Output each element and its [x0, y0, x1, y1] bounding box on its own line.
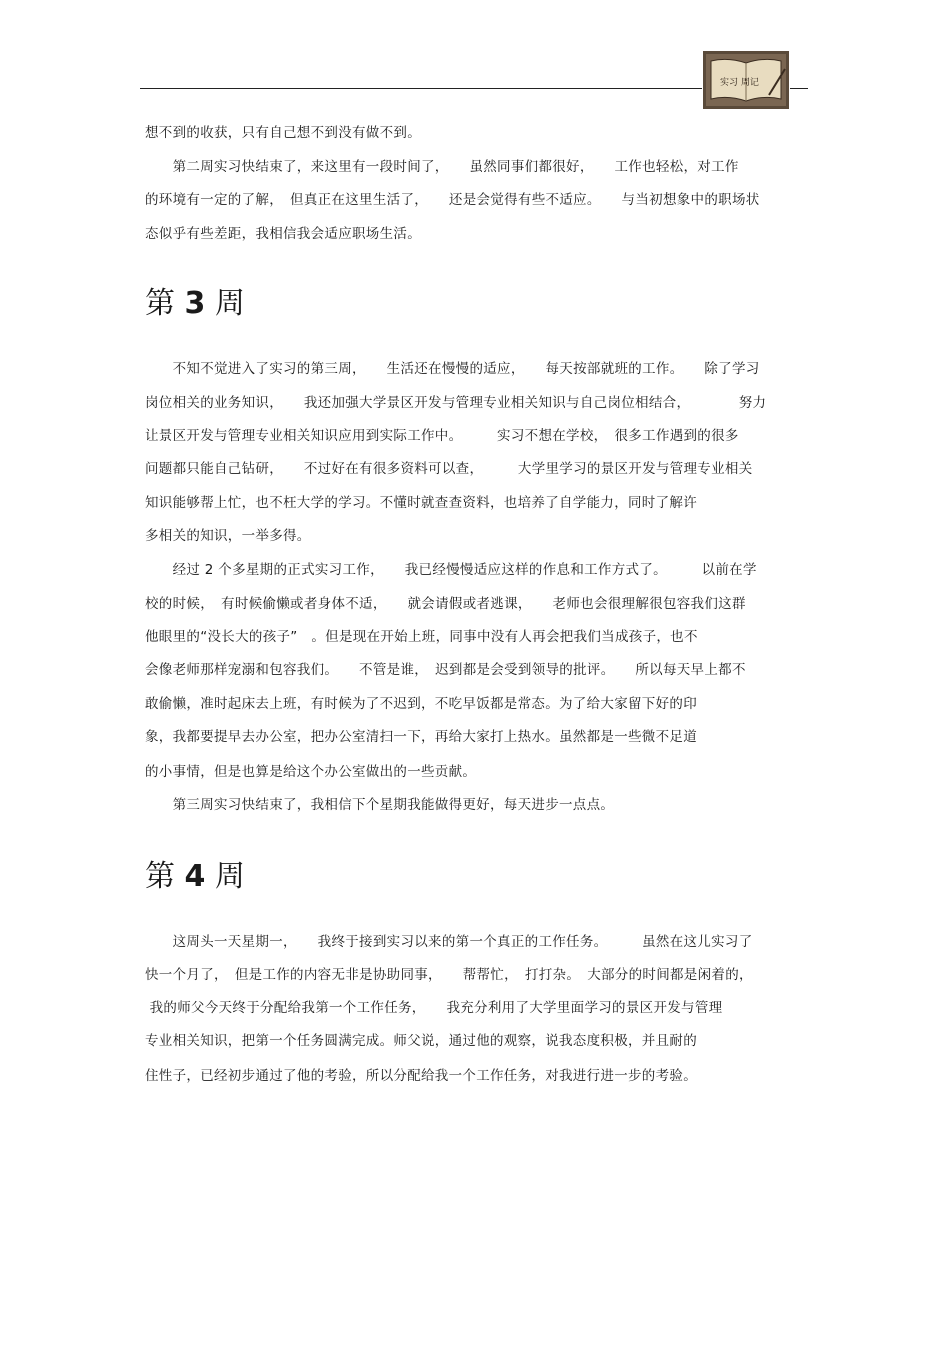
heading-suffix: 周 [205, 286, 245, 321]
header-rule [140, 88, 702, 89]
paragraph-line: 我的师父今天终于分配给我第一个工作任务， 我充分利用了大学里面学习的景区开发与管理 [145, 1000, 723, 1016]
paragraph-line: 第二周实习快结束了，来这里有一段时间了， 虽然同事们都很好， 工作也轻松，对工作 [145, 159, 739, 175]
book-logo-icon [703, 51, 789, 109]
paragraph-line: 态似乎有些差距，我相信我会适应职场生活。 [145, 226, 421, 242]
paragraph-line: 多相关的知识，一举多得。 [145, 528, 311, 544]
logo-text: 实习 周记 [720, 78, 759, 88]
paragraph-line: 的环境有一定的了解， 但真正在这里生活了， 还是会觉得有些不适应。 与当初想象中的职场状 [145, 192, 760, 208]
heading-number: 4 [184, 859, 206, 894]
week-heading [145, 284, 245, 324]
paragraph-line: 的小事情，但是也算是给这个办公室做出的一些贡献。 [145, 764, 477, 780]
paragraph-line: 想不到的收获，只有自己想不到没有做不到。 [145, 125, 421, 141]
paragraph-line: 象，我都要提早去办公室，把办公室清扫一下，再给大家打上热水。虽然都是一些微不足道 [145, 729, 697, 745]
heading-suffix: 周 [205, 859, 245, 894]
paragraph-line: 会像老师那样宠溺和包容我们。 不管是谁， 迟到都是会受到领导的批评。 所以每天早上都不 [145, 662, 746, 678]
heading-number: 3 [184, 286, 206, 321]
paragraph-line: 住性子，已经初步通过了他的考验，所以分配给我一个工作任务，对我进行进一步的考验。 [145, 1068, 697, 1084]
paragraph-line: 这周头一天星期一， 我终于接到实习以来的第一个真正的工作任务。 虽然在这儿实习了 [145, 934, 753, 950]
heading-prefix: 第 [145, 286, 185, 321]
paragraph-line: 岗位相关的业务知识， 我还加强大学景区开发与管理专业相关知识与自己岗位相结合， 努力 [145, 395, 767, 411]
paragraph-line: 不知不觉进入了实习的第三周， 生活还在慢慢的适应， 每天按部就班的工作。 除了学习 [145, 361, 760, 377]
paragraph-line: 让景区开发与管理专业相关知识应用到实际工作中。 实习不想在学校， 很多工作遇到的很多 [145, 428, 739, 444]
paragraph-line: 经过 2 个多星期的正式实习工作， 我已经慢慢适应这样的作息和工作方式了。 以前在学 [145, 562, 757, 578]
paragraph-line: 专业相关知识，把第一个任务圆满完成。师父说，通过他的观察，说我态度积极，并且耐的 [145, 1033, 697, 1049]
paragraph-line: 第三周实习快结束了，我相信下个星期我能做得更好，每天进步一点点。 [145, 797, 615, 813]
paragraph-line: 知识能够帮上忙，也不枉大学的学习。不懂时就查查资料，也培养了自学能力，同时了解许 [145, 495, 697, 511]
paragraph-line: 问题都只能自己钻研， 不过好在有很多资料可以查， 大学里学习的景区开发与管理专业相关 [145, 461, 753, 477]
heading-prefix: 第 [145, 859, 185, 894]
paragraph-line: 校的时候， 有时候偷懒或者身体不适， 就会请假或者逃课， 老师也会很理解很包容我们这群 [145, 596, 746, 612]
paragraph-line: 敢偷懒，准时起床去上班，有时候为了不迟到，不吃早饭都是常态。为了给大家留下好的印 [145, 696, 697, 712]
paragraph-line: 他眼里的“没长大的孩子” 。但是现在开始上班，同事中没有人再会把我们当成孩子，也不 [145, 629, 698, 645]
week-heading [145, 857, 245, 897]
header-rule-end [790, 88, 808, 89]
paragraph-line: 快一个月了， 但是工作的内容无非是协助同事， 帮帮忙， 打打杂。 大部分的时间都是闲着的， [145, 967, 753, 983]
